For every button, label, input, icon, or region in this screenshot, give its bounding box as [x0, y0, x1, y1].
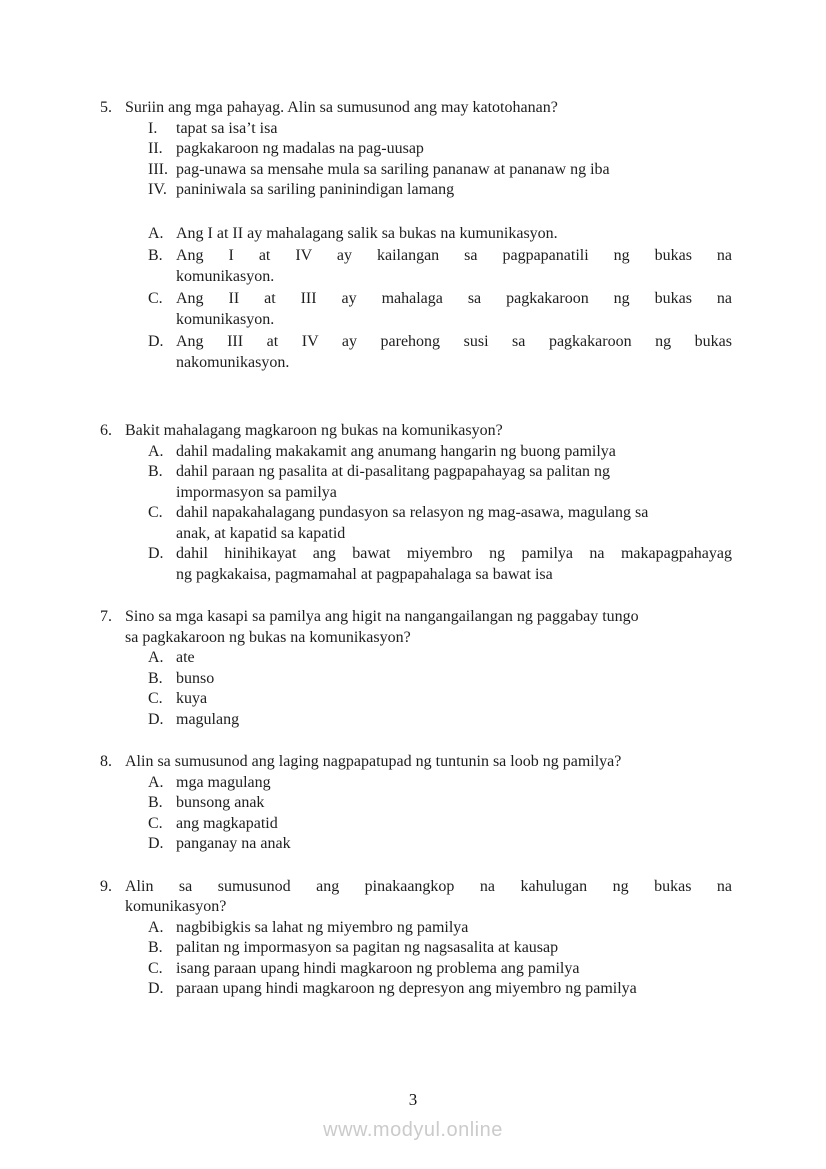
option-text-line: dahil napakahalagang pundasyon sa relasyon ng mag-asawa, magulang sa [176, 504, 649, 521]
option-text-line: ng pagkakaisa, pagmamahal at pagpapahalaga sa bawat isa [176, 565, 553, 583]
option-label: A. [148, 224, 164, 242]
question-5-number: 5. [100, 99, 112, 116]
question-6-body [125, 421, 732, 585]
option-text-line: dahil madaling makakamit ang anumang hangarin ng buong pamilya [176, 442, 616, 460]
option-row-d [148, 332, 732, 373]
statement-row [148, 139, 732, 160]
option-label: B. [148, 939, 163, 956]
question-7-option-list [148, 648, 732, 730]
option-row-c [148, 689, 732, 710]
question-8-option-list [148, 773, 732, 855]
statement-row [148, 160, 732, 181]
option-row-a [148, 442, 732, 463]
option-text-line: Ang II at III ay mahalaga sa pagkakaroon ng bukas na [176, 290, 732, 307]
option-text-line: impormasyon sa pamilya [176, 483, 337, 501]
option-label: C. [148, 814, 163, 832]
statement-label: II. [148, 140, 163, 157]
option-text-line: komunikasyon. [176, 267, 275, 285]
option-row-c [148, 959, 732, 980]
option-label: B. [148, 794, 163, 811]
option-label: A. [148, 649, 164, 666]
question-8 [100, 752, 732, 855]
statement-text: tapat sa isa’t isa [176, 119, 278, 137]
statement-text: pagkakaroon ng madalas na pag-uusap [176, 140, 424, 157]
option-row-d [148, 979, 732, 1000]
question-6-number: 6. [100, 422, 112, 439]
page-content [100, 98, 732, 1022]
question-6-option-list [148, 442, 732, 586]
question-7-body [125, 607, 732, 730]
option-label: B. [148, 669, 163, 687]
option-row-d [148, 710, 732, 731]
option-label: C. [148, 290, 163, 307]
option-label: D. [148, 710, 164, 728]
option-text-line: komunikasyon. [176, 310, 275, 328]
question-7-text: Sino sa mga kasapi sa pamilya ang higit na nangangailangan ng paggabay tungo [125, 608, 639, 625]
option-text-line: isang paraan upang hindi magkaroon ng problema ang pamilya [176, 959, 580, 977]
option-text-line: ate [176, 649, 195, 666]
question-8-text: Alin sa sumusunod ang laging nagpapatupad ng tuntunin sa loob ng pamilya? [125, 753, 622, 770]
option-row-c [148, 289, 732, 330]
option-label: B. [148, 247, 163, 264]
statement-label: I. [148, 119, 158, 137]
question-8-number: 8. [100, 753, 112, 770]
question-6-text: Bakit mahalagang magkaroon ng bukas na komunikasyon? [125, 422, 503, 439]
question-9-option-list [148, 918, 732, 1000]
option-text-line: nagbibigkis sa lahat ng miyembro ng pamilya [176, 918, 469, 936]
page-number: 3 [408, 1090, 418, 1109]
option-text-line: mga magulang [176, 773, 271, 791]
option-row-d [148, 544, 732, 585]
option-text-line: ang magkapatid [176, 814, 278, 832]
statement-text: pag-unawa sa mensahe mula sa sariling pananaw at pananaw ng iba [176, 160, 610, 178]
option-label: D. [148, 835, 164, 852]
option-text-line: kuya [176, 690, 208, 707]
option-row-c [148, 503, 732, 544]
question-9-body [125, 877, 732, 1000]
option-label: A. [148, 442, 164, 460]
option-text-line: dahil hinihikayat ang bawat miyembro ng pamilya na makapagpahayag [176, 545, 732, 562]
option-label: C. [148, 690, 163, 707]
option-text-line: Ang III at IV ay parehong susi sa pagkakaroon ng bukas [176, 333, 732, 350]
option-text-line: Ang I at II ay mahalagang salik sa bukas na kumunikasyon. [176, 224, 558, 242]
option-row-b [148, 669, 732, 690]
option-row-c [148, 814, 732, 835]
page-footer [0, 1090, 826, 1141]
option-text-line: anak, at kapatid sa kapatid [176, 524, 346, 542]
question-5-text: Suriin ang mga pahayag. Alin sa sumusunod ang may katotohanan? [125, 99, 558, 116]
option-row-a [148, 648, 732, 669]
question-7-number: 7. [100, 608, 112, 625]
question-9-number: 9. [100, 877, 112, 895]
option-row-a [148, 918, 732, 939]
option-text-line: nakomunikasyon. [176, 353, 290, 371]
statement-row [148, 119, 732, 140]
question-8-body [125, 752, 732, 855]
option-text-line: palitan ng impormasyon sa pagitan ng nagsasalita at kausap [176, 939, 559, 956]
option-label: B. [148, 463, 163, 480]
question-7-text: sa pagkakaroon ng bukas na komunikasyon? [125, 628, 411, 646]
option-text-line: bunso [176, 669, 215, 687]
option-row-a [148, 224, 732, 245]
option-row-b [148, 246, 732, 287]
question-5-option-list [148, 224, 732, 374]
option-label: A. [148, 773, 164, 791]
option-row-b [148, 938, 732, 959]
option-label: C. [148, 504, 163, 521]
option-text-line: magulang [176, 710, 240, 728]
option-row-a [148, 773, 732, 794]
question-5-statement-list [148, 119, 732, 201]
option-label: D. [148, 980, 164, 997]
option-text-line: dahil paraan ng pasalita at di-pasalitang pagpapahayag sa palitan ng [176, 463, 611, 480]
statement-label: IV. [148, 181, 167, 198]
option-text-line: panganay na anak [176, 835, 291, 852]
statement-row [148, 180, 732, 201]
option-text-line: Ang I at IV ay kailangan sa pagpapanatili ng bukas na [176, 247, 732, 264]
option-row-b [148, 793, 732, 814]
option-label: D. [148, 545, 164, 562]
option-label: C. [148, 959, 163, 977]
statement-text: paniniwala sa sariling paninindigan lamang [176, 181, 455, 198]
option-text-line: paraan upang hindi magkaroon ng depresyon ang miyembro ng pamilya [176, 980, 637, 997]
question-9-text: komunikasyon? [125, 898, 227, 915]
question-7 [100, 607, 732, 730]
question-6 [100, 421, 732, 585]
option-label: D. [148, 333, 164, 350]
question-9 [100, 877, 732, 1000]
statement-label: III. [148, 160, 168, 178]
option-text-line: bunsong anak [176, 794, 265, 811]
option-row-b [148, 462, 732, 503]
question-5-body [125, 98, 732, 375]
question-9-text: Alin sa sumusunod ang pinakaangkop na kahulugan ng bukas na [125, 877, 732, 895]
question-5 [100, 98, 732, 375]
option-row-d [148, 834, 732, 855]
option-label: A. [148, 918, 164, 936]
watermark: www.modyul.online [323, 1119, 503, 1141]
